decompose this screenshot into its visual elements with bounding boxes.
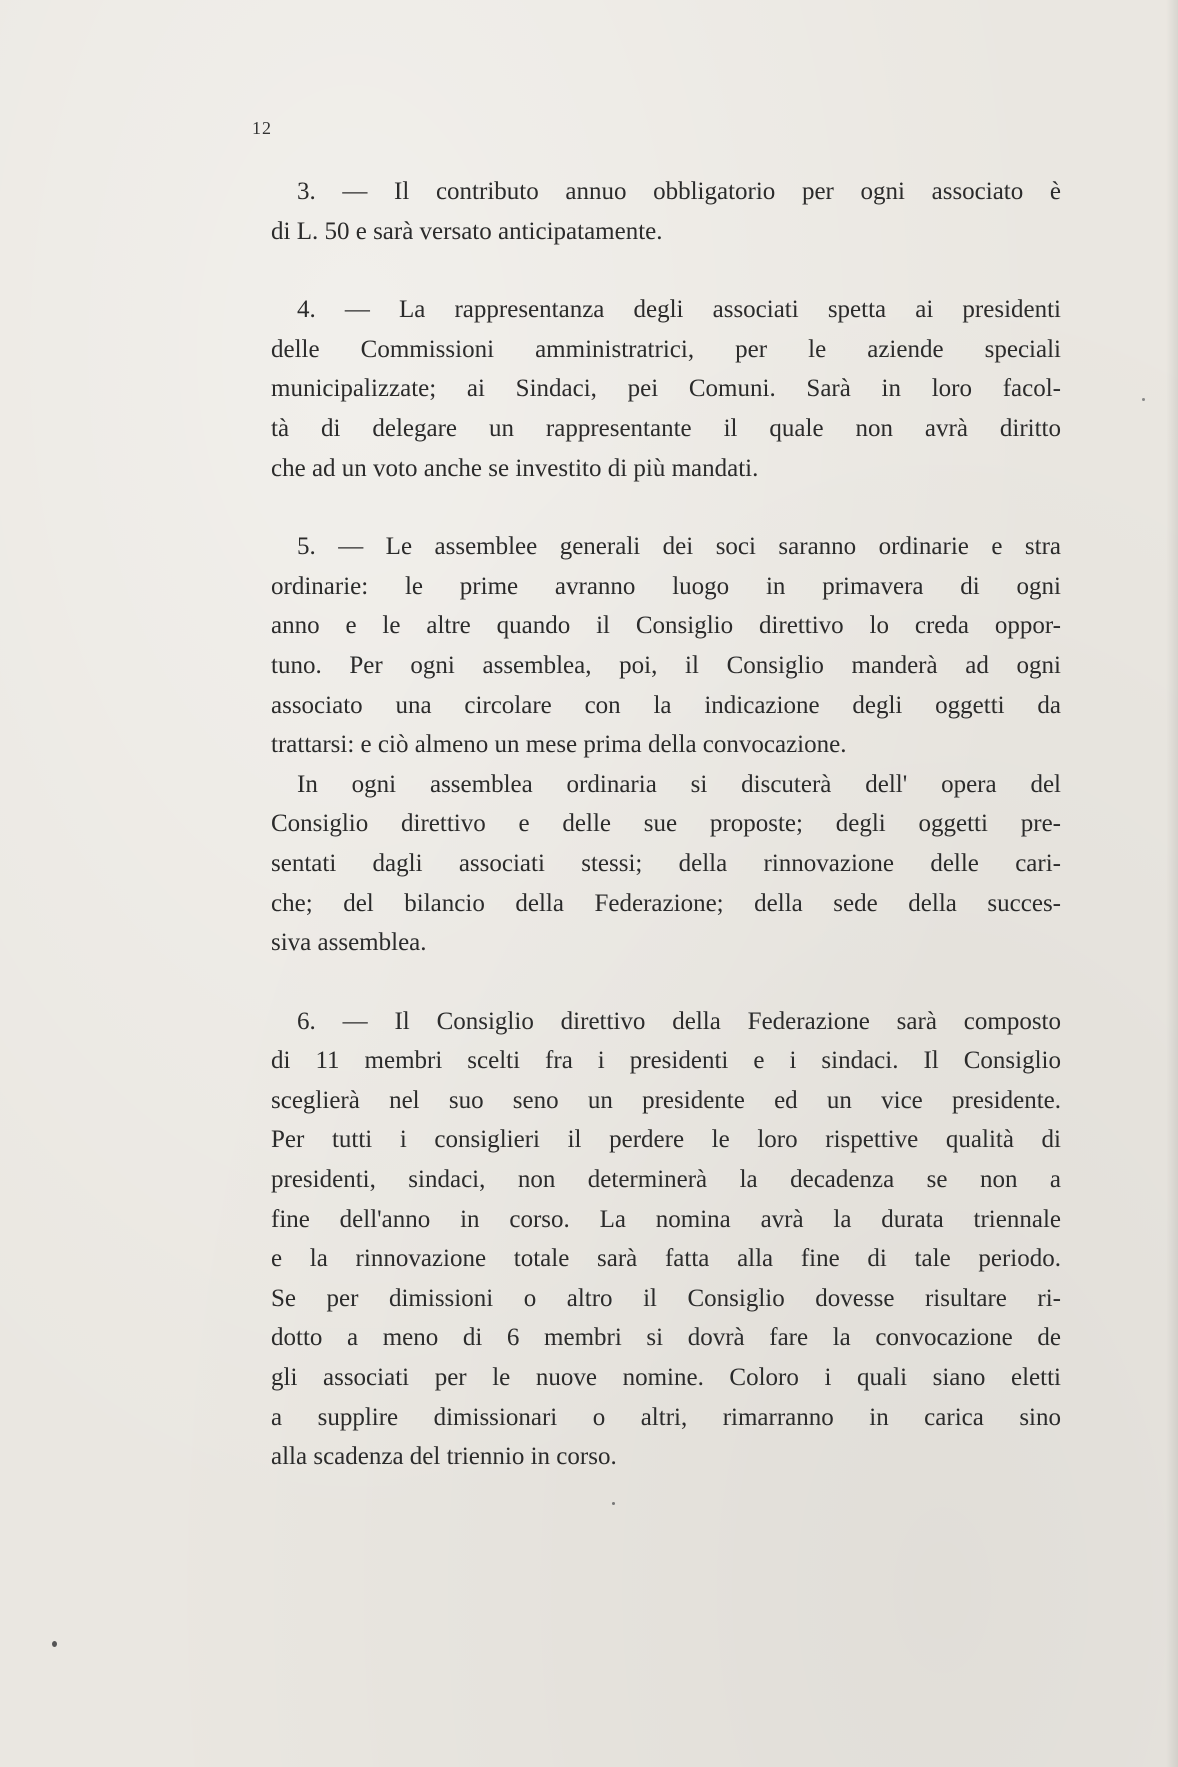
text-line: 5. — Le assemblee generali dei soci saranno ordinarie e stra — [297, 533, 1061, 561]
text-line: 6. — Il Consiglio direttivo della Federazione sarà composto — [297, 1007, 1061, 1035]
text-line: dotto a meno di 6 membri si dovrà fare la convocazione de — [271, 1324, 1061, 1352]
text-line: di 11 membri scelti fra i presidenti e i sindaci. Il Consiglio — [271, 1047, 1061, 1075]
paragraph-article-6 — [271, 1002, 1061, 1477]
text-line: ordinarie: le prime avranno luogo in primavera di ogni — [271, 572, 1061, 600]
text-line: associato una circolare con la indicazione degli oggetti da — [271, 691, 1061, 719]
text-line: a supplire dimissionari o altri, rimarranno in carica sino — [271, 1403, 1061, 1431]
text-line: municipalizzate; ai Sindaci, pei Comuni. Sarà in loro facol- — [271, 375, 1061, 403]
ink-speck — [52, 1641, 57, 1647]
text-line: tuno. Per ogni assemblea, poi, il Consiglio manderà ad ogni — [271, 651, 1061, 679]
paragraph-gap — [271, 963, 1061, 1002]
text-line: sentati dagli associati stessi; della rinnovazione delle cari- — [271, 849, 1061, 877]
text-line: fine dell'anno in corso. La nomina avrà la durata triennale — [271, 1205, 1061, 1233]
paragraph-gap — [271, 488, 1061, 527]
text-line: Per tutti i consiglieri il perdere le loro rispettive qualità di — [271, 1126, 1061, 1154]
text-line: 4. — La rappresentanza degli associati spetta ai presidenti — [297, 296, 1061, 324]
page-edge-shadow — [1166, 0, 1178, 1767]
text-line: di L. 50 e sarà versato anticipatamente. — [271, 217, 663, 245]
paragraph-article-5 — [271, 527, 1061, 963]
text-line: che ad un voto anche se investito di più mandati. — [271, 454, 759, 482]
text-line: 3. — Il contributo annuo obbligatorio per ogni associato è — [297, 178, 1061, 205]
paragraph-article-4 — [271, 290, 1061, 488]
text-line: alla scadenza del triennio in corso. — [271, 1443, 617, 1471]
paragraph-article-3 — [271, 172, 1061, 251]
paragraph-gap — [271, 251, 1061, 290]
text-line: Consiglio direttivo e delle sue proposte; degli oggetti pre- — [271, 810, 1061, 838]
text-line: In ogni assemblea ordinaria si discuterà dell' opera del — [297, 770, 1061, 798]
text-line: sceglierà nel suo seno un presidente ed un vice presidente. — [271, 1086, 1061, 1114]
text-line: tà di delegare un rappresentante il quale non avrà diritto — [271, 414, 1061, 442]
ink-speck — [612, 1502, 615, 1505]
text-line: e la rinnovazione totale sarà fatta alla fine di tale periodo. — [271, 1245, 1061, 1273]
text-line: anno e le altre quando il Consiglio direttivo lo creda oppor- — [271, 612, 1061, 640]
text-line: siva assemblea. — [271, 929, 427, 957]
text-line: presidenti, sindaci, non determinerà la decadenza se non a — [271, 1166, 1061, 1194]
text-line: Se per dimissioni o altro il Consiglio dovesse risultare ri- — [271, 1284, 1061, 1312]
text-line: delle Commissioni amministratrici, per le aziende speciali — [271, 335, 1061, 363]
page-number: 12 — [252, 118, 272, 138]
text-line: gli associati per le nuove nomine. Coloro i quali siano eletti — [271, 1364, 1061, 1392]
text-line: trattarsi: e ciò almeno un mese prima della convocazione. — [271, 731, 847, 759]
body-text — [271, 172, 1061, 1477]
text-line: che; del bilancio della Federazione; della sede della succes- — [271, 889, 1061, 917]
ink-speck — [1142, 398, 1145, 401]
